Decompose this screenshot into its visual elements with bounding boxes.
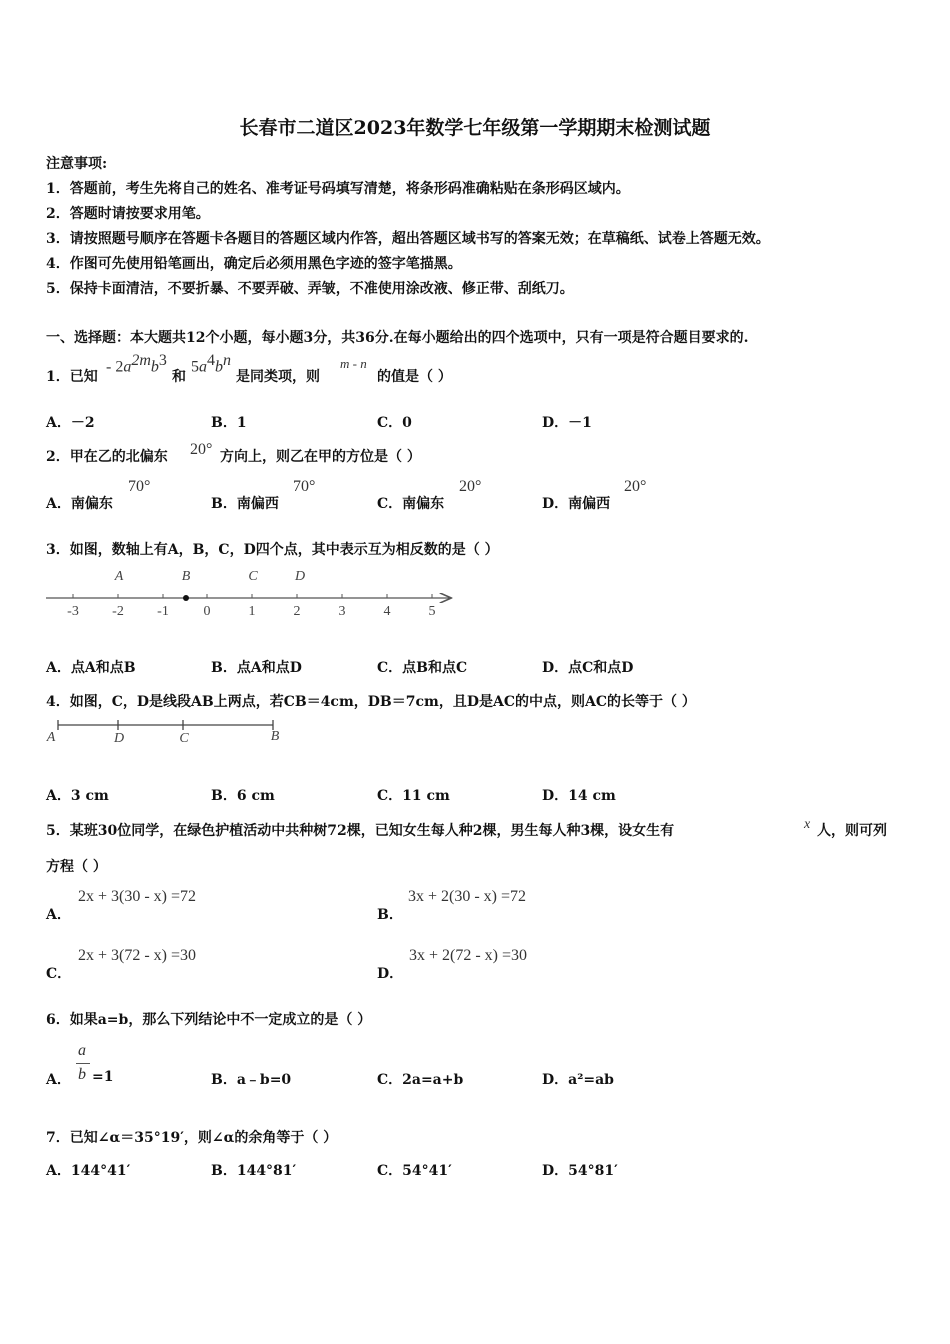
q1-expr1: - $2a^{2m}b^3$	[106, 352, 167, 376]
q7-option-c[interactable]: C．54°41′	[377, 1163, 452, 1179]
q6-option-a[interactable]: A．	[46, 1072, 71, 1088]
q2-text-end: 方向上，则乙在甲的方位是（ ）	[220, 449, 421, 465]
q2-degree: 20°	[190, 441, 213, 458]
q4-option-b[interactable]: B．6 cm	[211, 788, 275, 804]
tick-label: 3	[338, 604, 346, 619]
q5-variable: x	[804, 817, 811, 832]
q2-option-b[interactable]: B．南偏西	[211, 496, 279, 512]
number-line-figure	[40, 562, 460, 622]
q3-text: 3．如图，数轴上有A，B，C，D四个点，其中表示互为相反数的是（ ）	[46, 542, 499, 558]
q2-option-a[interactable]: A．南偏东	[46, 496, 113, 512]
q7-option-b[interactable]: B．144°81′	[211, 1163, 297, 1179]
q2-option-c-deg: 20°	[459, 478, 482, 495]
q2-option-b-deg: 70°	[293, 478, 316, 495]
q5-text-line2: 方程（ ）	[46, 859, 107, 875]
q5-equation-b: 3x + 2(30 - x) =72	[408, 888, 527, 905]
q6-option-a-tail: =1	[92, 1069, 114, 1085]
q5-option-b[interactable]: B．	[377, 907, 403, 923]
note-item: 4．作图可先使用铅笔画出，确定后必须用黑色字迹的签字笔描黑。	[46, 256, 462, 272]
q3-option-b[interactable]: B．点A和点D	[211, 660, 302, 676]
q3-option-d[interactable]: D．点C和点D	[542, 660, 634, 676]
segment-label-c: C	[179, 731, 189, 746]
q3-option-c[interactable]: C．点B和点C	[377, 660, 468, 676]
q6-option-d[interactable]: D．a²=ab	[542, 1072, 614, 1088]
point-b-dot	[183, 595, 189, 601]
q5-text-end: 人，则可列	[817, 823, 887, 839]
segment-label-b: B	[270, 729, 280, 744]
q6-option-c[interactable]: C．2a=a+b	[377, 1072, 464, 1088]
q5-option-c[interactable]: C．	[46, 966, 72, 982]
q3-option-a[interactable]: A．点A和点B	[46, 660, 136, 676]
q6-text: 6．如果a=b，那么下列结论中不一定成立的是（ ）	[46, 1012, 372, 1028]
q1-expr2: $5a^4b^n$	[191, 352, 231, 376]
q4-option-d[interactable]: D．14 cm	[542, 788, 616, 804]
q1-option-c[interactable]: C．0	[377, 415, 412, 431]
q6-fraction-bar	[76, 1063, 90, 1064]
point-label-b: B	[181, 569, 191, 584]
q6-option-b[interactable]: B．a﹣b=0	[211, 1072, 292, 1088]
q1-expr3: m - n	[340, 356, 367, 371]
q7-option-a[interactable]: A．144°41′	[46, 1163, 131, 1179]
q4-option-a[interactable]: A．3 cm	[46, 788, 109, 804]
point-label-a: A	[114, 569, 124, 584]
page-title: 长春市二道区2023年数学七年级第一学期期末检测试题	[239, 117, 711, 139]
q2-option-a-deg: 70°	[128, 478, 151, 495]
notes-heading: 注意事项:	[46, 156, 108, 172]
q4-text: 4．如图，C，D是线段AB上两点，若CB＝4cm，DB＝7cm，且D是AC的中点，则AC的长等于（ ）	[46, 694, 696, 710]
tick-label: -1	[157, 604, 169, 619]
q2-option-d-deg: 20°	[624, 478, 647, 495]
q5-equation-a: 2x + 3(30 - x) =72	[78, 888, 197, 905]
note-item: 5．保持卡面清洁，不要折暴、不要弄破、弄皱，不准使用涂改液、修正带、刮纸刀。	[46, 281, 574, 297]
q7-option-d[interactable]: D．54°81′	[542, 1163, 618, 1179]
tick-label: 0	[203, 604, 211, 619]
tick-label: 1	[248, 604, 256, 619]
q1-option-a[interactable]: A．－2	[46, 415, 95, 431]
tick-label: -3	[67, 604, 79, 619]
q1-option-b[interactable]: B．1	[211, 415, 247, 431]
note-item: 3．请按照题号顺序在答题卡各题目的答题区域内作答，超出答题区域书写的答案无效；在草稿纸、试卷上答题无效。	[46, 231, 770, 247]
q1-and: 和	[172, 369, 186, 385]
point-label-c: C	[248, 569, 258, 584]
segment-figure	[40, 715, 300, 751]
q1-suffix: 的值是（ ）	[377, 369, 452, 385]
q5-text: 5．某班30位同学，在绿色护植活动中共种树72棵，已知女生每人种2棵，男生每人种3棵，设女生有	[46, 823, 675, 839]
tick-label: 5	[428, 604, 436, 619]
q1-option-d[interactable]: D．－1	[542, 415, 592, 431]
q5-equation-d: 3x + 2(72 - x) =30	[409, 947, 528, 964]
q1-prefix: 1．已知	[46, 369, 98, 385]
q4-option-c[interactable]: C．11 cm	[377, 788, 450, 804]
q5-option-a[interactable]: A．	[46, 907, 71, 923]
q5-option-d[interactable]: D．	[377, 966, 404, 982]
q7-text: 7．已知∠α＝35°19′，则∠α的余角等于（ ）	[46, 1130, 338, 1146]
segment-label-a: A	[46, 730, 56, 745]
tick-label: 4	[383, 604, 391, 619]
segment-label-d: D	[113, 731, 125, 746]
q2-option-d[interactable]: D．南偏西	[542, 496, 611, 512]
q1-middle: 是同类项，则	[236, 369, 320, 385]
note-item: 1．答题前，考生先将自己的姓名、准考证号码填写清楚，将条形码准确粘贴在条形码区域内。	[46, 181, 630, 197]
point-label-d: D	[294, 569, 306, 584]
tick-label: 2	[293, 604, 301, 619]
tick-label: -2	[112, 604, 124, 619]
note-item: 2．答题时请按要求用笔。	[46, 206, 210, 222]
q2-text: 2．甲在乙的北偏东	[46, 449, 168, 465]
q6-fraction-numerator: a	[78, 1042, 86, 1059]
q2-option-c[interactable]: C．南偏东	[377, 496, 445, 512]
q5-equation-c: 2x + 3(72 - x) =30	[78, 947, 197, 964]
q6-fraction-denominator: b	[78, 1066, 86, 1083]
section-heading: 一、选择题：本大题共12个小题，每小题3分，共36分.在每小题给出的四个选项中，只有一项是符合题目要求的.	[46, 330, 749, 346]
